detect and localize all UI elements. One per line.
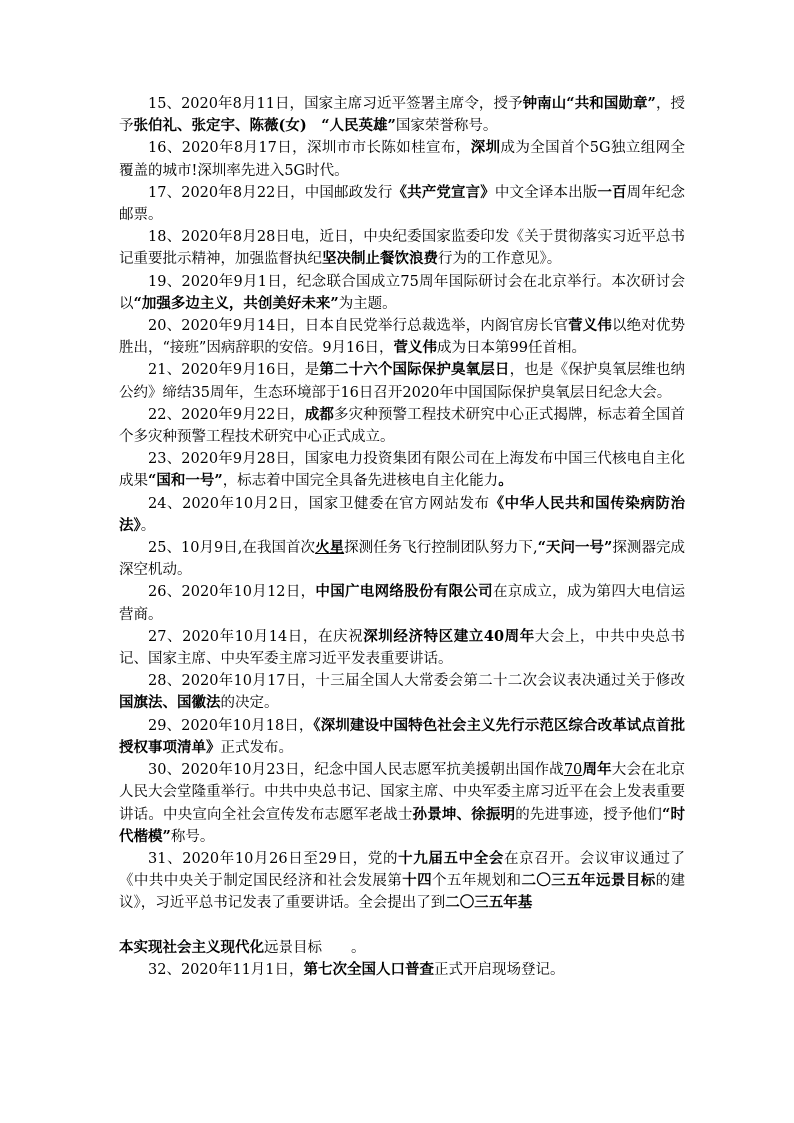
list-item — [119, 271, 685, 315]
text-segment: 大会上，中共中央总书记、国家主席、中央军委主席习近平发表重要讲话。 — [119, 628, 685, 668]
list-item — [119, 937, 685, 959]
bold-text: “时代楷模” — [119, 805, 686, 845]
bold-text: 二〇三五年基 — [445, 894, 533, 912]
text-segment: 20、2020年9月14日，日本自民党举行总裁选举，内阁官房长官 — [148, 318, 569, 335]
bold-text: 钟南山“共和国勋章” — [522, 95, 656, 112]
text-segment: 21、2020年9月16日，是 — [148, 362, 320, 379]
text-segment: 中文全译本出版 — [494, 184, 598, 201]
text-segment: 个五年规划和 — [432, 873, 522, 890]
bold-text: 中国广电网络股份有限公司 — [315, 583, 493, 601]
bold-text: “国和一号” — [148, 472, 223, 490]
text-segment: 的决定。 — [220, 695, 279, 712]
list-item — [119, 359, 685, 403]
text-segment: 多灾种预警工程技术研究中心正式揭牌，标志着全国首个多灾种预警工程技术研究中心正式成立。 — [119, 406, 686, 446]
text-segment: 19、2020年9月1日，纪念联合国成立75周年国际研讨会在北京举行。本次研讨会以 — [119, 273, 685, 312]
bold-text: 《深圳建设中国特色社会主义先行示范区综合改革试点首批授权事项清单》 — [119, 716, 685, 756]
text-segment: 15、2020年8月11日，国家主席习近平签署主席令，授予 — [148, 96, 523, 112]
bold-text: 本实现社会主义现代化 — [119, 938, 264, 956]
bold-text: 国旗法、国徽法 — [119, 694, 221, 712]
text-segment: ，标志着中国完全具备先进核电自主化能力 — [222, 473, 499, 490]
text-segment: 32、2020年11月1日， — [148, 961, 304, 978]
list-item — [119, 715, 685, 759]
list-item — [119, 581, 685, 625]
bold-text: 十九届五中全会 — [398, 849, 505, 867]
list-item — [119, 315, 685, 359]
text-segment: 在京成立，成为第四大电信运营商。 — [119, 584, 686, 623]
text-segment: 28、2020年10月17日，十三届全国人大常委会第二十二次会议表决通过关于修改 — [148, 673, 685, 690]
bold-text: 张伯礼、张定宇、陈薇(女) “人民英雄” — [133, 117, 396, 135]
text-segment: 周年纪念邮票。 — [119, 184, 686, 224]
text-segment: 30、2020年10月23日，纪念中国人民志愿军抗美援朝出国作战 — [148, 762, 564, 779]
bold-text: 。 — [498, 472, 513, 490]
bold-text: “天问一号” — [537, 539, 613, 557]
bold-text: 深圳 — [470, 139, 501, 157]
text-segment: 正式发布。 — [220, 739, 293, 756]
text-segment: 24、2020年10月2日，国家卫健委在官方网站发布 — [148, 495, 490, 512]
text-segment: 大会在北京人民大会堂隆重举行。中共中央总书记、国家主席、中央军委主席习近平在会上发表重要讲话。中央宣向全社会宣传发布志愿军老战士 — [119, 762, 685, 823]
bold-text: 成都 — [304, 405, 334, 423]
list-item — [119, 182, 685, 226]
list-item — [119, 959, 685, 981]
text-segment: 探测器完成深空机动。 — [119, 540, 686, 579]
bold-text: 十四 — [402, 872, 433, 890]
text-segment: 的建议》，习近平总书记发表了重要讲话。全会提出了到 — [119, 873, 686, 912]
text-segment: 称号。 — [170, 828, 215, 845]
list-item — [119, 404, 685, 448]
bold-text: 周年 — [582, 761, 612, 779]
list-item — [119, 226, 685, 270]
text-segment: 17、2020年8月22日，中国邮政发行 — [148, 184, 393, 201]
text-segment: 23、2020年9月28日，国家电力投资集团有限公司在上海发布中国三代核电自主化成果 — [119, 451, 685, 490]
text-segment: 远景目标 。 — [264, 939, 366, 956]
text-segment: 16、2020年8月17日，深圳市市长陈如桂宣布， — [148, 140, 471, 157]
text-segment: 18、2020年8月28日电，近日，中央纪委国家监委印发《关于贯彻落实习近平总书记重要批示精神，加强监督执纪 — [119, 229, 685, 268]
text-segment: 22、2020年9月22日， — [148, 406, 305, 423]
bold-text: 《中华人民共和国传染病防治法》 — [119, 494, 686, 534]
list-item — [119, 759, 685, 848]
bold-text: 坚决制止餐饮浪费 — [322, 250, 438, 268]
text-segment: 的先进事迹，授予他们 — [515, 806, 663, 823]
bold-text: 第七次全国人口普查 — [303, 960, 435, 978]
text-segment: 29、2020年10月18日， — [148, 717, 314, 734]
bold-text: 二〇三五年远景目标 — [521, 872, 656, 890]
list-item — [119, 493, 685, 537]
text-segment: 25、10月9日,在我国首次 — [148, 540, 316, 557]
list-item — [119, 448, 685, 492]
text-segment: 行为的工作意见》。 — [438, 251, 562, 268]
text-segment: ，也是《保护臭氧层维也纳公约》缔结35周年，生态环境部于16日召开2020年中国国际保护臭氧层日纪念大会。 — [119, 362, 686, 401]
text-segment: 31、2020年10月26日至29日，党的 — [148, 850, 399, 867]
text-segment: 正式开启现场登记。 — [434, 961, 565, 978]
document-body — [119, 93, 685, 981]
bold-text: 孙景坤、徐振明 — [412, 805, 516, 823]
bold-text: 深圳经济特区建立40周年 — [363, 627, 535, 645]
bold-text: “加强多边主义，共创美好未来” — [133, 294, 339, 312]
text-segment: 26、2020年10月12日， — [148, 584, 316, 601]
bold-text: 《共产党宣言》 — [392, 183, 495, 201]
list-item — [119, 848, 685, 915]
list-item — [119, 626, 685, 670]
text-segment: 成为全国首个5G独立组网全覆盖的城市!深圳率先进入5G时代。 — [119, 140, 686, 179]
text-segment: 70 — [563, 762, 583, 779]
text-segment: 27、2020年10月14日，在庆祝 — [148, 628, 364, 645]
paragraph-gap — [119, 915, 685, 937]
list-item — [119, 93, 685, 137]
text-segment: ，授予 — [119, 96, 686, 135]
list-item — [119, 137, 685, 181]
bold-text: 菅义伟 — [568, 317, 612, 335]
list-item — [119, 537, 685, 581]
text-segment: 成为日本第99任首相。 — [437, 340, 586, 357]
text-segment: 为主题。 — [338, 295, 397, 312]
list-item — [119, 670, 685, 714]
text-segment: 国家荣誉称号。 — [395, 118, 498, 135]
bold-text: 第二十六个国际保护臭氧层日 — [319, 361, 510, 379]
bold-text: 火星 — [315, 539, 345, 557]
text-segment: 探测任务飞行控制团队努力下, — [344, 540, 538, 557]
text-segment: 以绝对优势胜出，“接班”因病辞职的安倍。9月16日， — [119, 318, 686, 357]
text-segment: 在京召开。会议审议通过了《中共中央关于制定国民经济和社会发展第 — [119, 850, 685, 890]
bold-text: 菅义伟 — [393, 339, 438, 357]
text-segment: 。 — [140, 517, 156, 534]
bold-text: 一百 — [597, 183, 627, 201]
